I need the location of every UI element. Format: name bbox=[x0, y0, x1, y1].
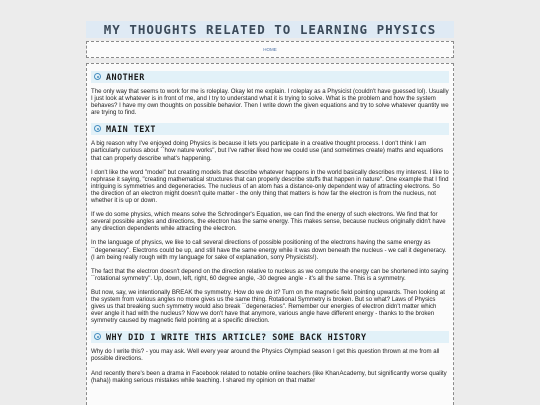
paragraph: I don't like the word "model" but creating models that describe whatever happens in the world basically describes my interest. I like to rephrase it saying, "creating mathematical structures that can properly describe stuffs that happen in nature". One example that I find intriguing is symmetries and degeneracies. The nucleus of an atom has a distance-only dependent way of attracting electrons. So the direction of an electron might doesn't quite matter - the only thing that matters is how far the electron is from the nucleus, not whether it is up or down. bbox=[91, 168, 449, 205]
article-container[interactable] bbox=[86, 63, 454, 405]
bullet-icon bbox=[94, 125, 101, 132]
section-heading-main-text bbox=[91, 123, 449, 135]
bullet-icon bbox=[94, 333, 101, 340]
paragraph: But now, say, we intentionally BREAK the symmetry. How do we do it? Turn on the magnetic field pointing upwards. Then looking at the system from various angles no more gives us the same thing. Rotational Symmetry is broken. But so what? Laws of Physics gives us that breaking such symmetry would also break ``degeneracies". Remember our energies of electron didn't matter which ever angle it had with the nucleus? Now we don't have that anymore, various angle have different energy - thanks to the broken symmetry caused by magnetic field pointing at a specific direction. bbox=[91, 288, 445, 325]
paragraph: Why do I write this? - you may ask. Well every year around the Physics Olympiad season I get this question thrown at me from all possible directions. bbox=[91, 348, 440, 363]
section-heading-text: ANOTHER bbox=[106, 72, 145, 82]
section-heading-text: MAIN TEXT bbox=[106, 124, 156, 135]
paragraph: A big reason why I've enjoyed doing Physics is because it lets you participate in a creative thought process. I don't think I am particularly curious about ``how nature works", but I've rather liked how we could use (and sometimes create) maths and equations that can properly describe what's happening. bbox=[91, 140, 444, 162]
bullet-icon bbox=[94, 73, 101, 80]
paragraph: The fact that the electron doesn't depend on the direction relative to nucleus as we compute the energy can be shortened into saying ``rotational symmetry". Up, down, left, right, 60 degree angle, -30 degree angle - it's all the same. This is a symmetry. bbox=[91, 267, 449, 282]
section-heading-text: WHY DID I WRITE THIS ARTICLE? SOME BACK HISTORY bbox=[106, 332, 367, 343]
paragraph: If we do some physics, which means solve the Schrodinger's Equation, we can find the energy of such electrons. We find that for several possible angles and directions, the electron has the same energy. This makes sense, because nucleus originally didn't have any direction dependents while attracting the electron. bbox=[91, 211, 446, 233]
site-title: MY THOUGHTS RELATED TO LEARNING PHYSICS bbox=[86, 21, 454, 38]
nav-bar bbox=[86, 41, 454, 58]
paragraph: And recently there's been a drama in Facebook related to notable online teachers (like KhanAcademy, but significantly worse quality (haha)) making serious mistakes while teaching. I shared my opinion on that matter bbox=[91, 369, 447, 384]
paragraph: The only way that seems to work for me is roleplay. Okay let me explain. I roleplay as a Physicist (couldn't have guessed lol). Usually I just look at whatever is in front of me, and I try to understand what it is trying to solve. What is the problem and how the system behaves? I have my own thoughts on possible behavior. Then I write down the given equations and try to solve whatever quantity we are trying to find. bbox=[91, 88, 449, 117]
paragraph: In the language of physics, we like to call several directions of possible positioning of the electrons having the same energy as ``degeneracy". Electrons could be up, and still have the same energy while it was down beneath the nucleus - we call it degeneracy. (I am being really rough with my language for sake of explanation, sorry Physicists!). bbox=[91, 239, 447, 261]
section-heading-why bbox=[91, 331, 449, 343]
section-heading-another bbox=[91, 71, 449, 83]
home-link[interactable]: HOME bbox=[263, 47, 277, 52]
